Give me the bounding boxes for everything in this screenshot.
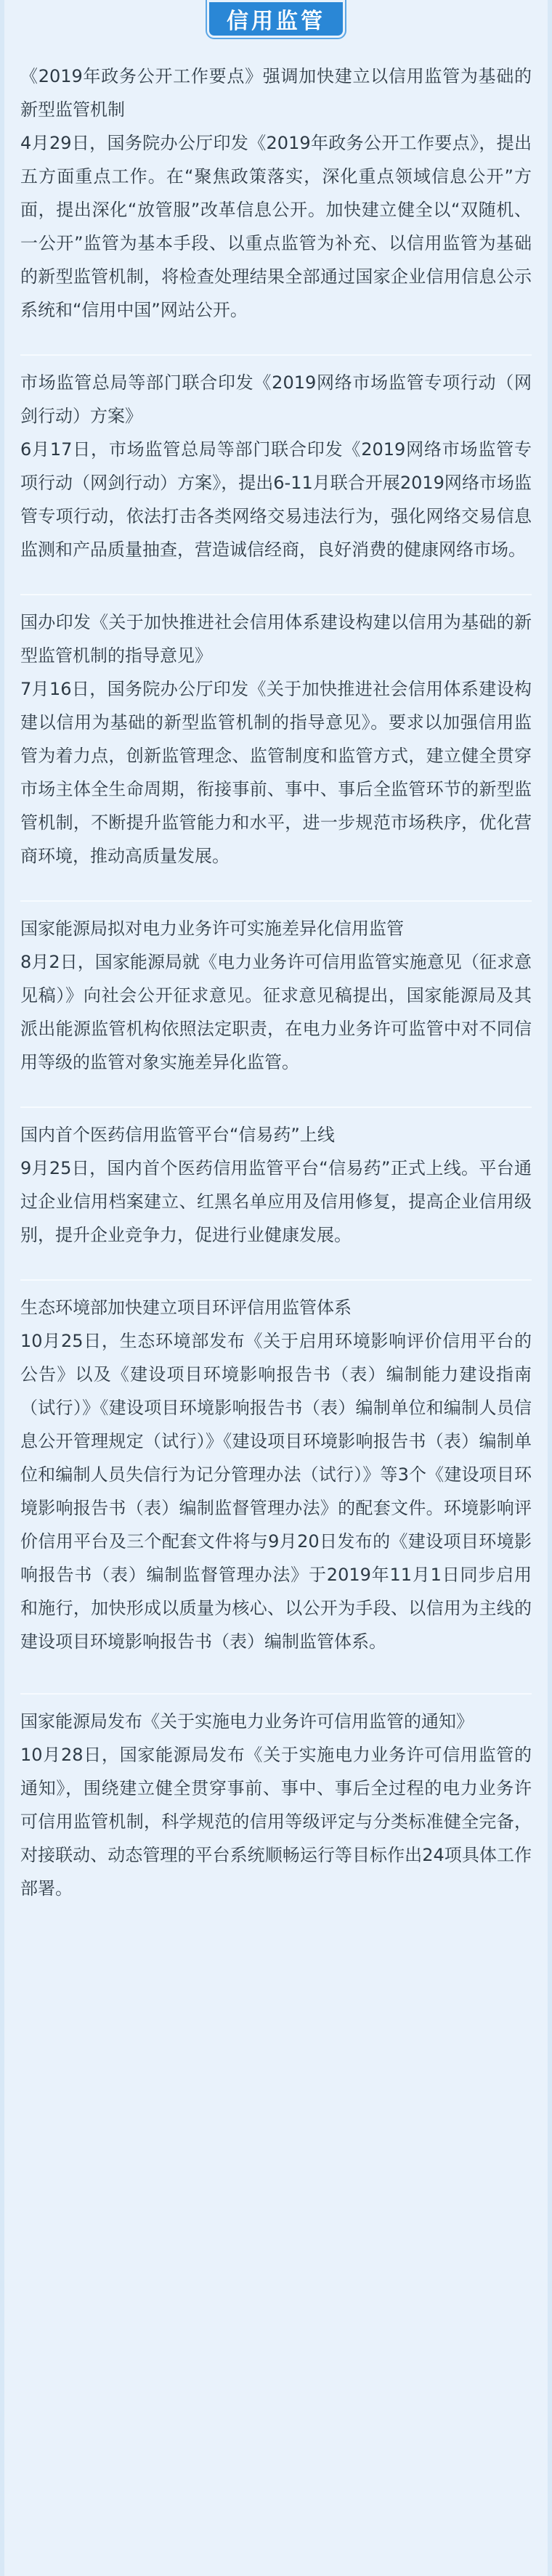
news-entry-title: 市场监管总局等部门联合印发《2019网络市场监管专项行动（网剑行动）方案》	[20, 372, 532, 426]
news-entry-title: 国家能源局拟对电力业务许可实施差异化信用监管	[20, 918, 404, 939]
news-entry-title: 生态环境部加快建立项目环评信用监管体系	[20, 1297, 352, 1318]
news-entry-body: 7月16日，国务院办公厅印发《关于加快推进社会信用体系建设构建以信用为基础的新型监管机制的指导意见》。要求以加强信用监管为着力点，创新监管理念、监管制度和监管方式，建立健全贯穿市场主体全生命周期，衔接事前、事中、事后全监管环节的新型监管机制，不断提升监管能力和水平，进一步规范市场秩序，优化营商环境，推动高质量发展。	[20, 679, 532, 866]
news-entry-5	[20, 1111, 532, 1271]
news-entry-1	[20, 52, 532, 346]
news-entry-body: 4月29日，国务院办公厅印发《2019年政务公开工作要点》，提出五方面重点工作。在“聚焦政策落实，深化重点领域信息公开”方面，提出深化“放管服”改革信息公开。加快建立健全以“双随机、一公开”监管为基本手段、以重点监管为补充、以信用监管为基础的新型监管机制，将检查处理结果全部通过国家企业信用信息公示系统和“信用中国”网站公开。	[20, 133, 532, 320]
news-entry-2	[20, 359, 532, 585]
section-header	[4, 0, 548, 41]
news-entry-title: 国家能源局发布《关于实施电力业务许可信用监管的通知》	[20, 1711, 474, 1732]
news-entry-body: 10月25日，生态环境部发布《关于启用环境影响评价信用平台的公告》以及《建设项目环境影响报告书（表）编制能力建设指南（试行）》《建设项目环境影响报告书（表）编制单位和编制人员信息公开管理规定（试行）》《建设项目环境影响报告书（表）编制单位和编制人员失信行为记分管理办法（试行）》等3个《建设项目环境影响报告书（表）编制监督管理办法》的配套文件。环境影响评价信用平台及三个配套文件将与9月20日发布的《建设项目环境影响报告书（表）编制监督管理办法》于2019年11月1日同步启用和施行，加快形成以质量为核心、以公开为手段、以信用为主线的建设项目环境影响报告书（表）编制监管体系。	[20, 1331, 532, 1652]
news-entries	[4, 52, 548, 1924]
news-entry-title: 国办印发《关于加快推进社会信用体系建设构建以信用为基础的新型监管机制的指导意见》	[20, 612, 532, 666]
news-entry-6	[20, 1284, 532, 1677]
section-title-badge	[207, 0, 345, 38]
news-entry-title: 《2019年政务公开工作要点》强调加快建立以信用监管为基础的新型监管机制	[20, 66, 532, 120]
news-entry-body: 6月17日，市场监管总局等部门联合印发《2019网络市场监管专项行动（网剑行动）方案》，提出6-11月联合开展2019网络市场监管专项行动，依法打击各类网络交易违法行为，强化网络交易信息监测和产品质量抽查，营造诚信经商，良好消费的健康网络市场。	[20, 439, 532, 560]
news-entry-body: 8月2日，国家能源局就《电力业务许可信用监管实施意见（征求意见稿）》向社会公开征求意见。征求意见稿提出，国家能源局及其派出能源监管机构依照法定职责，在电力业务许可监管中对不同信用等级的监管对象实施差异化监管。	[20, 952, 532, 1072]
section-title: 信用监管	[227, 9, 325, 34]
news-entry-7	[20, 1697, 532, 1924]
news-entry-4	[20, 905, 532, 1098]
news-entry-title: 国内首个医药信用监管平台“信易药”上线	[20, 1125, 335, 1145]
news-entry-body: 10月28日，国家能源局发布《关于实施电力业务许可信用监管的通知》，围绕建立健全贯穿事前、事中、事后全过程的电力业务许可信用监管机制，科学规范的信用等级评定与分类标准健全完备，对接联动、动态管理的平台系统顺畅运行等目标作出24项具体工作部署。	[20, 1745, 532, 1899]
news-entry-3	[20, 598, 532, 892]
news-entry-body: 9月25日，国内首个医药信用监管平台“信易药”正式上线。平台通过企业信用档案建立、红黑名单应用及信用修复，提高企业信用级别，提升企业竞争力，促进行业健康发展。	[20, 1158, 532, 1245]
